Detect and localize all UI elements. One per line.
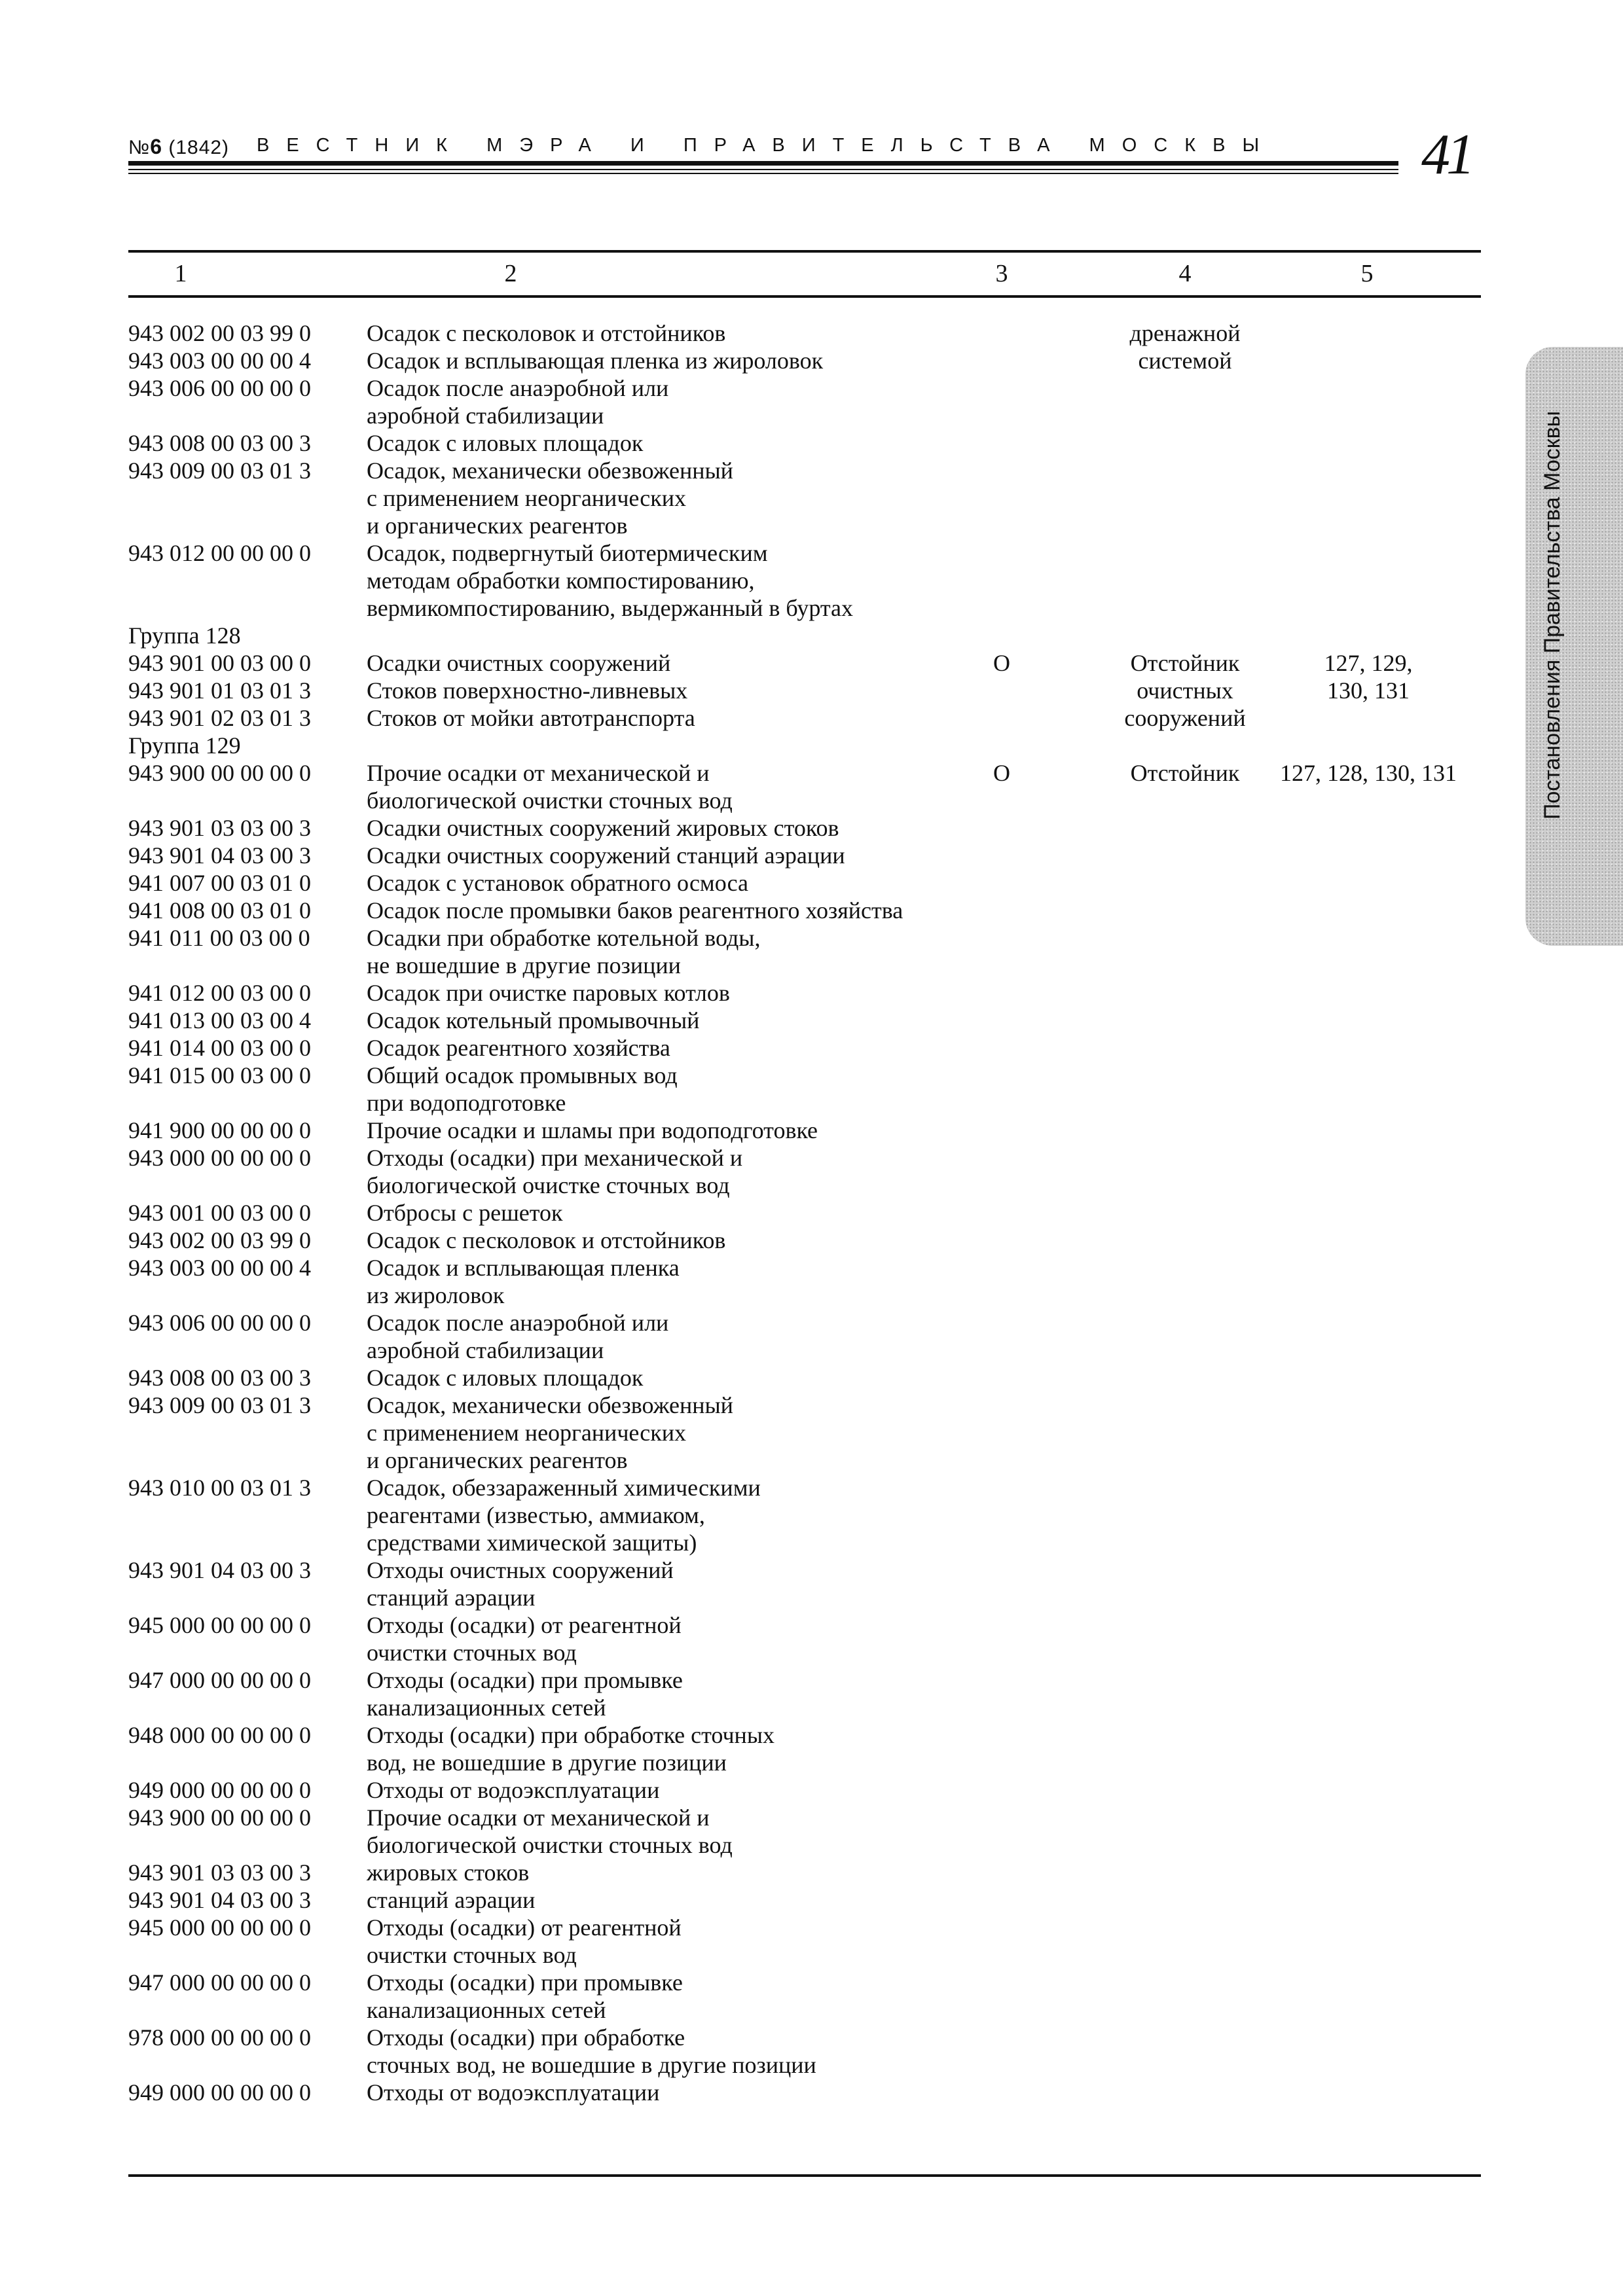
table-row (0, 1117, 1623, 1144)
column-header-1: 1 (174, 260, 187, 287)
cell-code: 941 900 00 00 00 0 (128, 1117, 311, 1143)
cell-name: Прочие осадки и шламы при водоподготовке (367, 1117, 818, 1143)
cell-code: 949 000 00 00 00 0 (128, 1777, 311, 1803)
cell-name: Прочие осадки от механической и биологической очистки сточных вод (367, 1804, 733, 1858)
table-row (0, 677, 1623, 704)
table-row (0, 1666, 1623, 1721)
header-rules (128, 161, 1398, 174)
cell-name: Осадок после анаэробной или аэробной стабилизации (367, 1310, 669, 1363)
cell-name: Осадок после промывки баков реагентного хозяйства (367, 897, 903, 924)
table-row (0, 1721, 1623, 1776)
cell-code: 943 003 00 00 00 4 (128, 348, 311, 374)
cell-code: 943 901 00 03 00 0 (128, 650, 311, 676)
cell-name: станций аэрации (367, 1887, 536, 1913)
cell-code: 943 002 00 03 99 0 (128, 1227, 311, 1253)
cell-name: Отходы (осадки) от реагентной очистки сточных вод (367, 1612, 682, 1666)
cell-code: 943 010 00 03 01 3 (128, 1475, 311, 1501)
cell-name: Отходы от водоэксплуатации (367, 2079, 660, 2106)
cell-placement: Отстойник очистных сооружений (1124, 650, 1246, 731)
table-row (0, 842, 1623, 869)
page-header (128, 123, 1471, 187)
cell-name: Отходы (осадки) при обработке сточных вод, не вошедшие в другие позиции (367, 1722, 775, 1776)
cell-name: Осадок котельный промывочный (367, 1007, 700, 1033)
issue-sub: (1842) (168, 137, 230, 158)
table-row (0, 1474, 1623, 1556)
cell-code: 943 901 02 03 01 3 (128, 705, 311, 731)
table-row (0, 1556, 1623, 1611)
cell-code: 943 901 04 03 00 3 (128, 1557, 311, 1583)
table-row (0, 457, 1623, 539)
table-row (0, 1007, 1623, 1034)
table-row (0, 1611, 1623, 1666)
table-row (0, 869, 1623, 897)
cell-code: 945 000 00 00 00 0 (128, 1612, 311, 1638)
cell-name: Осадок с установок обратного осмоса (367, 870, 748, 896)
table-row (0, 704, 1623, 732)
cell-code: Группа 129 (128, 732, 241, 759)
cell-class: О (993, 650, 1010, 676)
issue-prefix: № (128, 137, 151, 158)
cell-code: 943 901 03 03 00 3 (128, 1859, 311, 1886)
cell-code: 943 012 00 00 00 0 (128, 540, 311, 566)
table-header-rule (128, 295, 1481, 298)
cell-code: 943 901 04 03 00 3 (128, 842, 311, 869)
cell-name: Осадок, механически обезвоженный с применением неорганических и органических реагентов (367, 457, 733, 539)
table-row (0, 1859, 1623, 1886)
cell-code: 948 000 00 00 00 0 (128, 1722, 311, 1748)
cell-groups: 127, 128, 130, 131 (1280, 760, 1457, 786)
issue-number (128, 135, 229, 159)
cell-placement: дренажной системой (1129, 320, 1241, 374)
table-row (0, 429, 1623, 457)
table-row (0, 539, 1623, 622)
cell-code: 941 015 00 03 00 0 (128, 1062, 311, 1088)
cell-name: Осадок и всплывающая пленка из жироловок (367, 348, 824, 374)
cell-code: 943 900 00 00 00 0 (128, 760, 311, 786)
cell-name: Осадок, подвергнутый биотермическим методам обработки компостированию, вермикомпостированию, выдержанный в буртах (367, 540, 854, 621)
cell-name: Отходы очистных сооружений станций аэрации (367, 1557, 674, 1611)
cell-code: 949 000 00 00 00 0 (128, 2079, 311, 2106)
cell-name: Осадок и всплывающая пленка из жироловок (367, 1255, 680, 1308)
cell-name: Осадок после анаэробной или аэробной стабилизации (367, 375, 669, 429)
cell-code: 943 006 00 00 00 0 (128, 375, 311, 401)
cell-code: 941 011 00 03 00 0 (128, 925, 310, 951)
cell-code: 941 014 00 03 00 0 (128, 1035, 311, 1061)
table-row (0, 1309, 1623, 1364)
cell-name: Отходы (осадки) при промывке канализационных сетей (367, 1667, 683, 1721)
cell-name: Осадки очистных сооружений (367, 650, 671, 676)
cell-code: 978 000 00 00 00 0 (128, 2024, 311, 2051)
cell-code: 943 900 00 00 00 0 (128, 1804, 311, 1831)
cell-name: Осадок с иловых площадок (367, 430, 644, 456)
cell-name: Осадки очистных сооружений жировых стоков (367, 815, 839, 841)
table-row (0, 1254, 1623, 1309)
cell-name (367, 732, 982, 759)
cell-code: 943 000 00 00 00 0 (128, 1145, 311, 1171)
cell-name: Отходы (осадки) при обработке сточных вод, не вошедшие в другие позиции (367, 2024, 816, 2078)
table-row (0, 622, 1623, 649)
cell-name: Осадок при очистке паровых котлов (367, 980, 730, 1006)
table-row (0, 1804, 1623, 1859)
cell-code: 941 007 00 03 01 0 (128, 870, 311, 896)
cell-name: Отходы (осадки) от реагентной очистки сточных вод (367, 1914, 682, 1968)
cell-code: 943 003 00 00 00 4 (128, 1255, 311, 1281)
table-row (0, 1914, 1623, 1969)
table-row (0, 1886, 1623, 1914)
cell-name: Осадок реагентного хозяйства (367, 1035, 670, 1061)
cell-code: 943 901 04 03 00 3 (128, 1887, 311, 1913)
table-row (0, 2079, 1623, 2106)
cell-code: 943 001 00 03 00 0 (128, 1200, 311, 1226)
table-row (0, 1391, 1623, 1474)
cell-name: Отходы от водоэксплуатации (367, 1777, 660, 1803)
table-row (0, 924, 1623, 979)
table-body (0, 319, 1623, 2106)
cell-code: 941 012 00 03 00 0 (128, 980, 311, 1006)
table-row (0, 732, 1623, 759)
table-row (0, 897, 1623, 924)
cell-name: Отбросы с решеток (367, 1200, 563, 1226)
table-row (0, 1364, 1623, 1391)
column-header-2: 2 (504, 260, 517, 287)
section-side-tab-label: Постановления Правительства Москвы (1540, 410, 1565, 820)
cell-code: 943 009 00 03 01 3 (128, 1392, 311, 1418)
column-header-4: 4 (1178, 260, 1192, 287)
table-row (0, 1969, 1623, 2024)
cell-name: Общий осадок промывных вод при водоподготовке (367, 1062, 678, 1116)
table-bottom-rule (128, 2174, 1481, 2177)
cell-name: Осадок с песколовок и отстойников (367, 320, 726, 346)
table-row (0, 979, 1623, 1007)
column-header-3: 3 (995, 260, 1008, 287)
cell-name (367, 622, 982, 649)
cell-name: Осадок с песколовок и отстойников (367, 1227, 726, 1253)
page-number: 41 (1421, 123, 1471, 187)
cell-code: Группа 128 (128, 622, 241, 649)
cell-name: Отходы (осадки) при промывке канализационных сетей (367, 1969, 683, 2023)
table-row (0, 1776, 1623, 1804)
column-header-5: 5 (1360, 260, 1374, 287)
cell-code: 947 000 00 00 00 0 (128, 1969, 311, 1996)
cell-name: Осадок с иловых площадок (367, 1365, 644, 1391)
cell-code: 943 008 00 03 00 3 (128, 1365, 311, 1391)
cell-name: Стоков от мойки автотранспорта (367, 705, 695, 731)
table-row (0, 1144, 1623, 1199)
table-row (0, 347, 1623, 374)
cell-code: 941 008 00 03 01 0 (128, 897, 311, 924)
cell-name: Осадок, механически обезвоженный с применением неорганических и органических реагентов (367, 1392, 733, 1473)
journal-title: ВЕСТНИК МЭРА И ПРАВИТЕЛЬСТВА МОСКВЫ (257, 135, 1277, 156)
table-row (0, 1062, 1623, 1117)
cell-name: Осадки при обработке котельной воды, не вошедшие в другие позиции (367, 925, 761, 978)
cell-name: Отходы (осадки) при механической и биологической очистке сточных вод (367, 1145, 743, 1198)
cell-placement: Отстойник (1130, 760, 1240, 786)
table-row (0, 374, 1623, 429)
table-row (0, 1227, 1623, 1254)
cell-code: 943 009 00 03 01 3 (128, 457, 311, 484)
cell-name: Стоков поверхностно-ливневых (367, 677, 688, 704)
cell-code: 943 006 00 00 00 0 (128, 1310, 311, 1336)
cell-code: 941 013 00 03 00 4 (128, 1007, 311, 1033)
table-row (0, 1199, 1623, 1227)
table-row (0, 759, 1623, 814)
cell-code: 947 000 00 00 00 0 (128, 1667, 311, 1693)
cell-groups: 127, 129, 130, 131 (1324, 650, 1413, 704)
cell-code: 943 901 01 03 01 3 (128, 677, 311, 704)
cell-name: Осадок, обеззараженный химическими реагентами (известью, аммиаком, средствами химической защиты) (367, 1475, 761, 1556)
cell-code: 943 901 03 03 00 3 (128, 815, 311, 841)
cell-name: Осадки очистных сооружений станций аэрации (367, 842, 845, 869)
cell-name: жировых стоков (367, 1859, 530, 1886)
table-row (0, 2024, 1623, 2079)
cell-code: 945 000 00 00 00 0 (128, 1914, 311, 1941)
cell-code: 943 002 00 03 99 0 (128, 320, 311, 346)
cell-name: Прочие осадки от механической и биологической очистки сточных вод (367, 760, 733, 814)
cell-code: 943 008 00 03 00 3 (128, 430, 311, 456)
issue-number-value: 6 (150, 135, 162, 158)
table-top-rule (128, 250, 1481, 253)
cell-class: О (993, 760, 1010, 786)
table-row (0, 1034, 1623, 1062)
table-row (0, 814, 1623, 842)
